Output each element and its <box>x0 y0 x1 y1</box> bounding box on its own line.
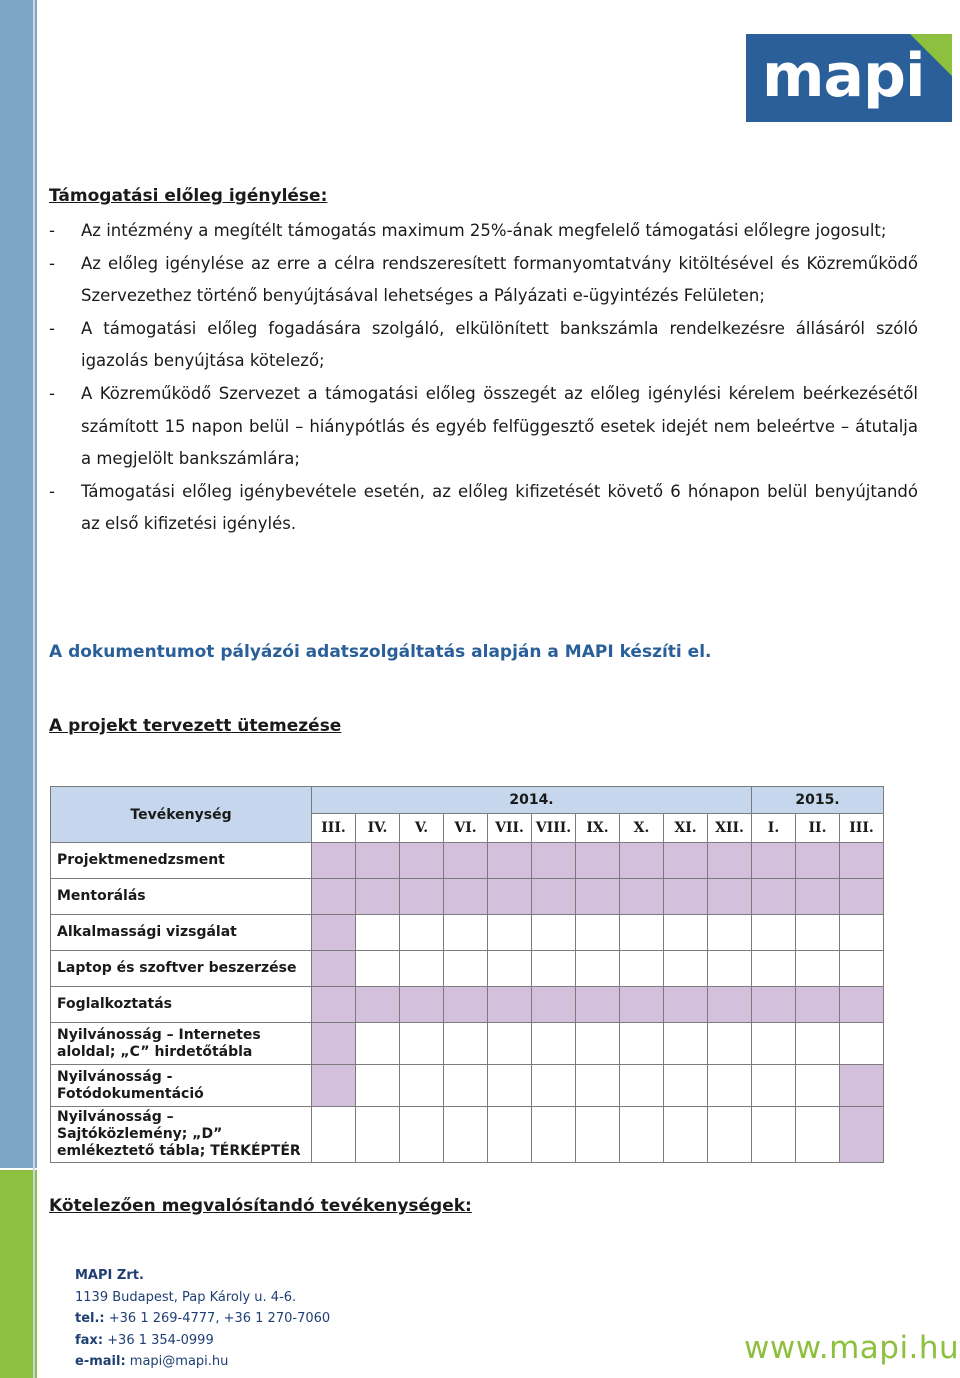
list-dash: - <box>49 253 55 273</box>
table-row <box>51 843 884 879</box>
list-item <box>49 215 918 248</box>
schedule-cell-empty <box>620 1065 664 1107</box>
schedule-cell-active <box>620 987 664 1023</box>
table-row <box>51 915 884 951</box>
schedule-cell-empty <box>796 1065 840 1107</box>
contact-block <box>75 1265 330 1373</box>
schedule-cell-active <box>664 987 708 1023</box>
schedule-cell-active <box>356 987 400 1023</box>
schedule-cell-active <box>620 879 664 915</box>
year-header-2014: 2014. <box>312 787 752 814</box>
schedule-cell-empty <box>400 1065 444 1107</box>
month-header: XII. <box>708 814 752 843</box>
list-item-text: Támogatási előleg igénybevétele esetén, az előleg kifizetését követő 6 hónapon belül benyújtandó az első kifizetési igénylés. <box>81 481 918 534</box>
month-header: X. <box>620 814 664 843</box>
schedule-cell-empty <box>576 951 620 987</box>
website-url: www.mapi.hu <box>744 1330 960 1366</box>
schedule-cell-active <box>312 915 356 951</box>
schedule-table <box>50 786 884 1163</box>
schedule-year-row <box>51 787 884 814</box>
schedule-cell-active <box>796 843 840 879</box>
month-header: II. <box>796 814 840 843</box>
schedule-cell-empty <box>620 1107 664 1163</box>
schedule-cell-empty <box>664 1107 708 1163</box>
schedule-cell-active <box>312 1065 356 1107</box>
schedule-cell-empty <box>488 1023 532 1065</box>
contact-fax: +36 1 354-0999 <box>107 1332 214 1348</box>
month-header: III. <box>312 814 356 843</box>
source-note: A dokumentumot pályázói adatszolgáltatás alapján a MAPI készíti el. <box>49 642 712 662</box>
activity-column-header: Tevékenység <box>51 787 312 843</box>
schedule-cell-active <box>796 987 840 1023</box>
schedule-cell-empty <box>400 951 444 987</box>
schedule-cell-empty <box>840 951 884 987</box>
schedule-cell-active <box>752 987 796 1023</box>
schedule-cell-empty <box>444 1065 488 1107</box>
contact-email-line <box>75 1351 330 1373</box>
schedule-cell-active <box>488 843 532 879</box>
month-header: III. <box>840 814 884 843</box>
schedule-cell-active <box>708 843 752 879</box>
schedule-cell-empty <box>356 1107 400 1163</box>
activity-label: Mentorálás <box>51 879 312 915</box>
schedule-cell-empty <box>400 915 444 951</box>
schedule-cell-active <box>576 843 620 879</box>
schedule-cell-empty <box>532 1107 576 1163</box>
list-item <box>49 248 918 313</box>
list-item-text: Az intézmény a megítélt támogatás maximum 25%-ának megfelelő támogatási előlegre jogosult; <box>81 221 887 240</box>
schedule-cell-empty <box>444 1023 488 1065</box>
month-header: IX. <box>576 814 620 843</box>
schedule-cell-empty <box>796 951 840 987</box>
schedule-cell-active <box>444 879 488 915</box>
contact-tel: +36 1 269-4777, +36 1 270-7060 <box>108 1311 331 1326</box>
activity-label: Nyilvánosság – Internetes aloldal; „C” hirdetőtábla <box>51 1023 312 1065</box>
list-dash: - <box>49 318 55 338</box>
schedule-cell-active <box>840 1107 884 1163</box>
schedule-cell-active <box>312 1023 356 1065</box>
schedule-body <box>51 843 884 1163</box>
schedule-cell-active <box>620 843 664 879</box>
schedule-cell-empty <box>708 915 752 951</box>
month-header: VII. <box>488 814 532 843</box>
schedule-cell-empty <box>532 915 576 951</box>
schedule-cell-empty <box>400 1107 444 1163</box>
schedule-cell-active <box>752 843 796 879</box>
schedule-cell-empty <box>444 1107 488 1163</box>
schedule-cell-empty <box>488 951 532 987</box>
schedule-cell-empty <box>400 1023 444 1065</box>
section-heading-schedule: A projekt tervezett ütemezése <box>49 716 342 736</box>
schedule-cell-empty <box>796 1107 840 1163</box>
schedule-cell-empty <box>532 951 576 987</box>
side-bar-green <box>0 1170 37 1378</box>
schedule-cell-empty <box>312 1107 356 1163</box>
schedule-cell-empty <box>752 915 796 951</box>
activity-label: Laptop és szoftver beszerzése <box>51 951 312 987</box>
schedule-cell-active <box>532 879 576 915</box>
activity-label: Nyilvánosság – Sajtóközlemény; „D” emlékeztető tábla; TÉRKÉPTÉR <box>51 1107 312 1163</box>
schedule-cell-empty <box>708 951 752 987</box>
schedule-cell-active <box>840 1065 884 1107</box>
schedule-cell-empty <box>620 915 664 951</box>
side-bar-line <box>33 0 35 1378</box>
list-item-text: A támogatási előleg fogadására szolgáló, elkülönített bankszámla rendelkezésre állásáról szóló igazolás benyújtása kötelező; <box>81 318 918 371</box>
schedule-cell-active <box>312 951 356 987</box>
schedule-cell-empty <box>664 1023 708 1065</box>
contact-email-label: e-mail: <box>75 1354 126 1369</box>
schedule-cell-active <box>400 843 444 879</box>
schedule-cell-empty <box>620 951 664 987</box>
section-heading-advance: Támogatási előleg igénylése: <box>49 186 328 206</box>
schedule-cell-empty <box>840 915 884 951</box>
list-dash: - <box>49 383 55 403</box>
contact-fax-line <box>75 1330 330 1352</box>
schedule-cell-empty <box>752 1023 796 1065</box>
schedule-cell-active <box>576 987 620 1023</box>
table-row <box>51 1107 884 1163</box>
table-row <box>51 1065 884 1107</box>
schedule-cell-empty <box>664 1065 708 1107</box>
schedule-cell-empty <box>356 1065 400 1107</box>
table-row <box>51 987 884 1023</box>
schedule-cell-active <box>840 987 884 1023</box>
contact-phone-line <box>75 1308 330 1330</box>
list-item-text: Az előleg igénylése az erre a célra rendszeresített formanyomtatvány kitöltésével és Közreműködő Szervezethez történő benyújtásával lehetséges a Pályázati e-ügyintézés Felületen; <box>81 253 918 306</box>
schedule-cell-active <box>752 879 796 915</box>
schedule-cell-empty <box>532 1023 576 1065</box>
schedule-cell-empty <box>664 915 708 951</box>
schedule-cell-active <box>444 987 488 1023</box>
schedule-cell-active <box>488 987 532 1023</box>
mapi-logo <box>746 34 952 122</box>
schedule-cell-empty <box>620 1023 664 1065</box>
schedule-cell-active <box>840 843 884 879</box>
schedule-cell-active <box>312 879 356 915</box>
schedule-cell-active <box>664 843 708 879</box>
schedule-cell-active <box>532 843 576 879</box>
contact-email: mapi@mapi.hu <box>129 1354 229 1369</box>
schedule-cell-active <box>312 987 356 1023</box>
table-row <box>51 951 884 987</box>
month-header: IV. <box>356 814 400 843</box>
activity-label: Nyilvánosság - Fotódokumentáció <box>51 1065 312 1107</box>
activity-label: Alkalmassági vizsgálat <box>51 915 312 951</box>
schedule-cell-empty <box>488 915 532 951</box>
month-header: V. <box>400 814 444 843</box>
table-row <box>51 879 884 915</box>
logo-text: mapi <box>762 41 925 111</box>
activity-label: Foglalkoztatás <box>51 987 312 1023</box>
schedule-cell-empty <box>752 1107 796 1163</box>
schedule-cell-empty <box>444 951 488 987</box>
schedule-cell-active <box>576 879 620 915</box>
schedule-cell-active <box>664 879 708 915</box>
schedule-cell-empty <box>708 1065 752 1107</box>
schedule-cell-empty <box>576 1065 620 1107</box>
list-item <box>49 378 918 476</box>
schedule-cell-empty <box>752 1065 796 1107</box>
schedule-cell-active <box>488 879 532 915</box>
schedule-cell-active <box>444 843 488 879</box>
side-bar-blue <box>0 0 37 1168</box>
month-header: I. <box>752 814 796 843</box>
schedule-cell-active <box>840 879 884 915</box>
side-decoration-bar <box>0 0 37 1378</box>
schedule-cell-empty <box>488 1065 532 1107</box>
month-header: VIII. <box>532 814 576 843</box>
contact-fax-label: fax: <box>75 1332 104 1348</box>
table-row <box>51 1023 884 1065</box>
schedule-cell-empty <box>796 915 840 951</box>
schedule-cell-empty <box>356 951 400 987</box>
schedule-cell-active <box>356 879 400 915</box>
schedule-cell-active <box>708 987 752 1023</box>
list-item <box>49 476 918 541</box>
schedule-cell-active <box>356 843 400 879</box>
month-header: XI. <box>664 814 708 843</box>
schedule-cell-empty <box>796 1023 840 1065</box>
list-item <box>49 313 918 378</box>
schedule-cell-empty <box>488 1107 532 1163</box>
contact-company: MAPI Zrt. <box>75 1268 144 1283</box>
schedule-cell-empty <box>444 915 488 951</box>
schedule-cell-empty <box>532 1065 576 1107</box>
schedule-cell-empty <box>664 951 708 987</box>
contact-tel-label: tel.: <box>75 1311 105 1326</box>
schedule-cell-active <box>400 879 444 915</box>
contact-address: 1139 Budapest, Pap Károly u. 4-6. <box>75 1289 297 1305</box>
schedule-cell-active <box>532 987 576 1023</box>
schedule-cell-empty <box>356 915 400 951</box>
schedule-cell-empty <box>576 1023 620 1065</box>
schedule-cell-active <box>312 843 356 879</box>
section-heading-mandatory: Kötelezően megvalósítandó tevékenységek: <box>49 1196 472 1216</box>
list-dash: - <box>49 481 55 501</box>
list-dash: - <box>49 221 55 240</box>
schedule-cell-active <box>708 879 752 915</box>
year-header-2015: 2015. <box>752 787 884 814</box>
schedule-cell-empty <box>840 1023 884 1065</box>
list-item-text: A Közreműködő Szervezet a támogatási előleg összegét az előleg igénylési kérelem beérkezésétől számított 15 napon belül – hiánypótlás és egyéb felfüggesztő esetek idejét nem beleértve – átutalja a megjelölt bankszámlára; <box>81 383 918 469</box>
schedule-cell-empty <box>576 915 620 951</box>
month-header: VI. <box>444 814 488 843</box>
schedule-cell-empty <box>708 1107 752 1163</box>
schedule-cell-empty <box>356 1023 400 1065</box>
schedule-cell-empty <box>752 951 796 987</box>
schedule-cell-active <box>796 879 840 915</box>
schedule-cell-empty <box>576 1107 620 1163</box>
advance-rules-list <box>49 215 918 541</box>
activity-label: Projektmenedzsment <box>51 843 312 879</box>
schedule-cell-active <box>400 987 444 1023</box>
schedule-cell-empty <box>708 1023 752 1065</box>
